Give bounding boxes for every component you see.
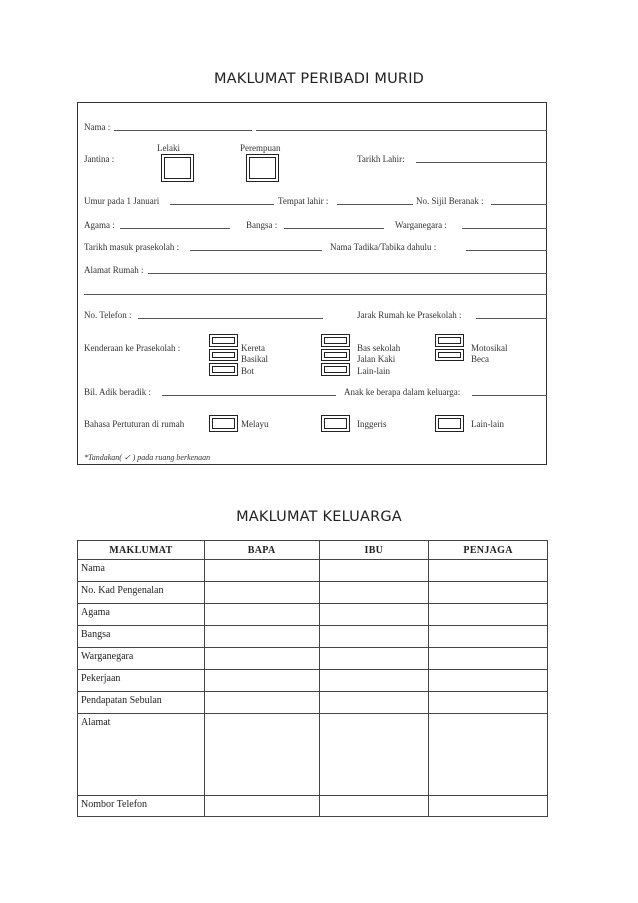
- nama-field[interactable]: [114, 130, 252, 131]
- adik-field[interactable]: [162, 395, 336, 396]
- row-label-pekerjaan: Pekerjaan: [78, 670, 205, 692]
- basikal-label: Basikal: [241, 354, 268, 364]
- agama-label: Agama :: [84, 220, 115, 230]
- tarikh-masuk-label: Tarikh masuk prasekolah :: [84, 242, 180, 252]
- beca-label: Beca: [471, 354, 489, 364]
- family-table: [77, 540, 548, 817]
- motosikal-checkbox[interactable]: [435, 334, 464, 347]
- inggeris-label: Inggeris: [357, 419, 387, 429]
- perempuan-label: Perempuan: [240, 143, 281, 153]
- ibu-cell[interactable]: [319, 560, 429, 582]
- header-ibu: IBU: [319, 541, 429, 560]
- bapa-cell[interactable]: [204, 582, 319, 604]
- tadika-field[interactable]: [466, 250, 547, 251]
- perempuan-checkbox[interactable]: [246, 154, 279, 182]
- table-row: [78, 670, 548, 692]
- tarikh-masuk-field[interactable]: [190, 250, 322, 251]
- sijil-label: No. Sijil Beranak :: [416, 196, 484, 206]
- bapa-cell[interactable]: [204, 648, 319, 670]
- row-label-warganegara: Warganegara: [78, 648, 205, 670]
- penjaga-cell[interactable]: [429, 796, 548, 817]
- alamat-label: Alamat Rumah :: [84, 265, 144, 275]
- sijil-field[interactable]: [491, 204, 547, 205]
- table-row: [78, 626, 548, 648]
- personal-info-section: [77, 102, 547, 465]
- ibu-cell[interactable]: [319, 714, 429, 796]
- lain-lain-bahasa-checkbox[interactable]: [435, 415, 464, 432]
- penjaga-cell[interactable]: [429, 714, 548, 796]
- bangsa-field[interactable]: [284, 228, 384, 229]
- bot-label: Bot: [241, 366, 255, 376]
- jalan-kaki-checkbox[interactable]: [321, 349, 350, 361]
- basikal-checkbox[interactable]: [209, 349, 238, 361]
- row-label-bangsa: Bangsa: [78, 626, 205, 648]
- tick-note: *Tandakan( ✓ ) pada ruang berkenaan: [84, 453, 211, 462]
- bapa-cell[interactable]: [204, 626, 319, 648]
- kenderaan-label: Kenderaan ke Prasekolah :: [84, 343, 181, 353]
- tadika-label: Nama Tadika/Tabika dahulu :: [330, 242, 437, 252]
- ibu-cell[interactable]: [319, 604, 429, 626]
- jalan-kaki-label: Jalan Kaki: [357, 354, 396, 364]
- ibu-cell[interactable]: [319, 582, 429, 604]
- table-row: [78, 582, 548, 604]
- header-maklumat: MAKLUMAT: [78, 541, 205, 560]
- telefon-label: No. Telefon :: [84, 310, 132, 320]
- bahasa-label: Bahasa Pertuturan di rumah: [84, 419, 185, 429]
- nama-field-2[interactable]: [256, 130, 547, 131]
- agama-field[interactable]: [120, 228, 230, 229]
- penjaga-cell[interactable]: [429, 670, 548, 692]
- penjaga-cell[interactable]: [429, 648, 548, 670]
- bangsa-label: Bangsa :: [246, 220, 278, 230]
- bapa-cell[interactable]: [204, 670, 319, 692]
- header-penjaga: PENJAGA: [429, 541, 548, 560]
- anak-ke-label: Anak ke berapa dalam keluarga:: [344, 387, 461, 397]
- bapa-cell[interactable]: [204, 560, 319, 582]
- jarak-field[interactable]: [476, 318, 547, 319]
- row-label-kad: No. Kad Pengenalan: [78, 582, 205, 604]
- table-row: [78, 796, 548, 817]
- alamat-field-2[interactable]: [84, 294, 547, 295]
- tarikh-lahir-label: Tarikh Lahir:: [357, 154, 405, 164]
- lelaki-checkbox[interactable]: [161, 154, 194, 182]
- beca-checkbox[interactable]: [435, 349, 464, 361]
- warganegara-field[interactable]: [462, 228, 547, 229]
- kereta-checkbox[interactable]: [209, 334, 238, 347]
- penjaga-cell[interactable]: [429, 582, 548, 604]
- lain-lain-checkbox[interactable]: [321, 363, 350, 376]
- penjaga-cell[interactable]: [429, 626, 548, 648]
- bapa-cell[interactable]: [204, 796, 319, 817]
- family-title: MAKLUMAT KELUARGA: [236, 509, 402, 525]
- bapa-cell[interactable]: [204, 604, 319, 626]
- lelaki-label: Lelaki: [157, 143, 180, 153]
- telefon-field[interactable]: [138, 318, 323, 319]
- penjaga-cell[interactable]: [429, 560, 548, 582]
- ibu-cell[interactable]: [319, 626, 429, 648]
- ibu-cell[interactable]: [319, 692, 429, 714]
- jarak-label: Jarak Rumah ke Prasekolah :: [357, 310, 462, 320]
- ibu-cell[interactable]: [319, 648, 429, 670]
- ibu-cell[interactable]: [319, 670, 429, 692]
- row-label-telefon: Nombor Telefon: [78, 796, 205, 817]
- bot-checkbox[interactable]: [209, 363, 238, 376]
- adik-label: Bil. Adik beradik :: [84, 387, 151, 397]
- lain-lain-bahasa-label: Lain-lain: [471, 419, 504, 429]
- nama-label: Nama :: [84, 122, 111, 132]
- warganegara-label: Warganegara :: [395, 220, 447, 230]
- melayu-label: Melayu: [241, 419, 269, 429]
- bas-label: Bas sekolah: [357, 343, 401, 353]
- umur-field[interactable]: [170, 204, 274, 205]
- penjaga-cell[interactable]: [429, 604, 548, 626]
- inggeris-checkbox[interactable]: [321, 415, 350, 432]
- tarikh-lahir-field[interactable]: [416, 162, 547, 163]
- jantina-label: Jantina :: [84, 154, 115, 164]
- umur-label: Umur pada 1 Januari: [84, 196, 160, 206]
- family-header-row: [78, 541, 548, 560]
- row-label-alamat: Alamat: [78, 714, 205, 796]
- table-row: [78, 714, 548, 796]
- penjaga-cell[interactable]: [429, 692, 548, 714]
- bapa-cell[interactable]: [204, 692, 319, 714]
- row-label-agama: Agama: [78, 604, 205, 626]
- table-row: [78, 560, 548, 582]
- lain-lain-label: Lain-lain: [357, 366, 390, 376]
- ibu-cell[interactable]: [319, 796, 429, 817]
- kereta-label: Kereta: [241, 343, 265, 353]
- bapa-cell[interactable]: [204, 714, 319, 796]
- motosikal-label: Motosikal: [471, 343, 508, 353]
- row-label-nama: Nama: [78, 560, 205, 582]
- anak-ke-field[interactable]: [472, 395, 547, 396]
- alamat-field[interactable]: [148, 273, 547, 274]
- table-row: [78, 648, 548, 670]
- table-row: [78, 604, 548, 626]
- table-row: [78, 692, 548, 714]
- tempat-lahir-field[interactable]: [337, 204, 413, 205]
- melayu-checkbox[interactable]: [209, 415, 238, 432]
- personal-title: MAKLUMAT PERIBADI MURID: [213, 71, 425, 87]
- row-label-pendapatan: Pendapatan Sebulan: [78, 692, 205, 714]
- tempat-lahir-label: Tempat lahir :: [278, 196, 329, 206]
- bas-checkbox[interactable]: [321, 334, 350, 347]
- header-bapa: BAPA: [204, 541, 319, 560]
